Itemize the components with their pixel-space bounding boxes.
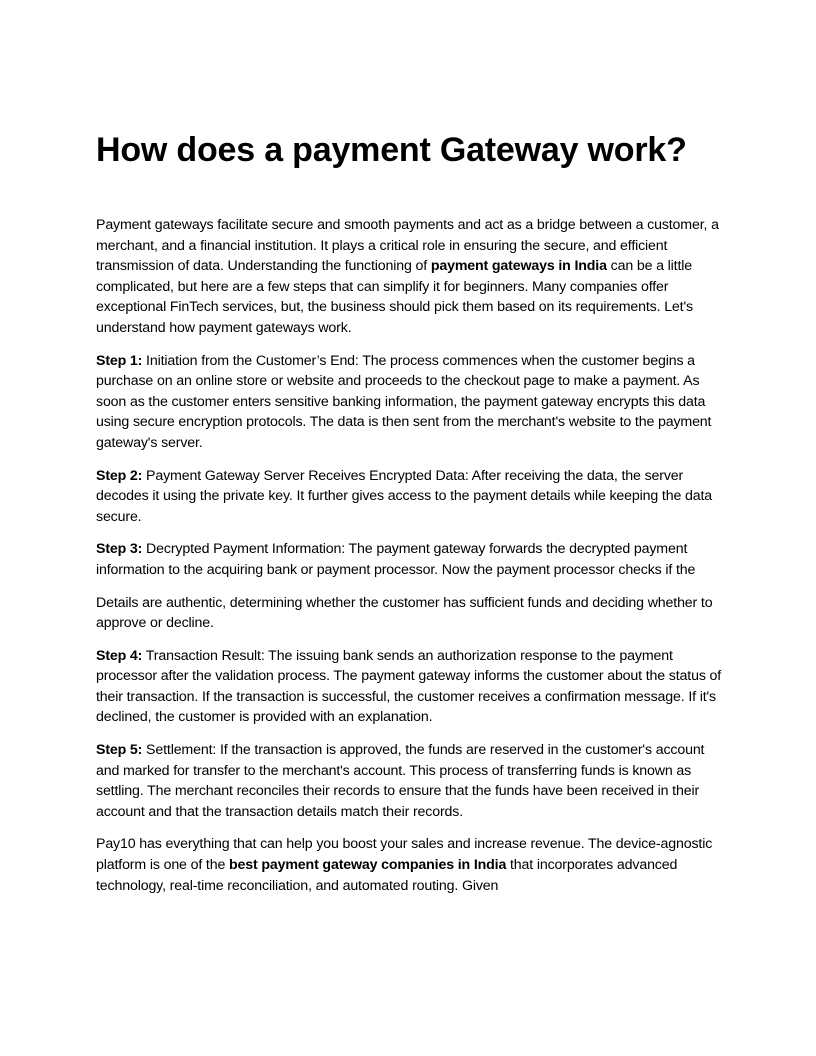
step-4-label: Step 4: — [96, 647, 143, 664]
closing-paragraph — [96, 834, 722, 896]
step-1-paragraph — [96, 351, 722, 454]
step-3-text: Decrypted Payment Information: The payment gateway forwards the decrypted payment information to the acquiring bank or payment processor. Now the payment processor checks if the — [96, 541, 696, 578]
step-3-label: Step 3: — [96, 541, 143, 558]
step-1-label: Step 1: — [96, 352, 143, 369]
step-5-text: Settlement: If the transaction is approved, the funds are reserved in the customer's account and marked for transfer to the merchant's account. This process of transferring funds is known as settling. The merchant reconciles their records to ensure that the funds have been received in their account and that the transaction details match their records. — [96, 742, 705, 820]
step-3-continuation: Details are authentic, determining whether the customer has sufficient funds and deciding whether to approve or decline. — [96, 594, 713, 632]
step-2-text: Payment Gateway Server Receives Encrypted Data: After receiving the data, the server decodes it using the private key. It further gives access to the payment details while keeping the data secure. — [96, 467, 712, 525]
intro-bold-keyword: payment gateways in India — [430, 258, 607, 275]
intro-text-1: Payment gateways facilitate secure and smooth payments and act as a bridge between a customer, a merchant, and a financial institution. It plays a critical role in ensuring the secure, and efficient transmission of data. Understanding the functioning of — [96, 217, 719, 275]
step-5-label: Step 5: — [96, 742, 143, 759]
intro-paragraph — [96, 215, 722, 339]
page-title: How does a payment Gateway work? — [96, 131, 687, 169]
step-5-paragraph — [96, 740, 722, 822]
closing-text-2: that incorporates advanced technology, real-time reconciliation, and automated routing. Given — [96, 857, 678, 894]
step-4-text: Transaction Result: The issuing bank sends an authorization response to the payment processor after the validation process. The payment gateway informs the customer about the status of their transaction. If the transaction is successful, the customer receives a confirmation message. If it's declined, the customer is provided with an explanation. — [96, 647, 722, 726]
closing-bold-keyword: best payment gateway companies in India — [228, 857, 507, 874]
step-3-paragraph — [96, 539, 722, 580]
document-page — [96, 128, 722, 908]
step-2-paragraph — [96, 466, 722, 528]
intro-text-2: can be a little complicated, but here are a few steps that can simplify it for beginners. Many companies offer exceptional FinTech services, but, the business should pick them based on its requirements. Let's understand how payment gateways work. — [96, 258, 693, 336]
step-4-paragraph — [96, 646, 722, 728]
step-2-label: Step 2: — [96, 467, 143, 484]
closing-text-1: Pay10 has everything that can help you boost your sales and increase revenue. The device-agnostic platform is one of the — [96, 836, 713, 874]
step-1-text: Initiation from the Customer’s End: The process commences when the customer begins a purchase on an online store or website and proceeds to the checkout page to make a payment. As soon as the customer enters sensitive banking information, the payment gateway encrypts this data using secure encryption protocols. The data is then sent from the merchant's website to the payment gateway's server. — [96, 352, 712, 451]
